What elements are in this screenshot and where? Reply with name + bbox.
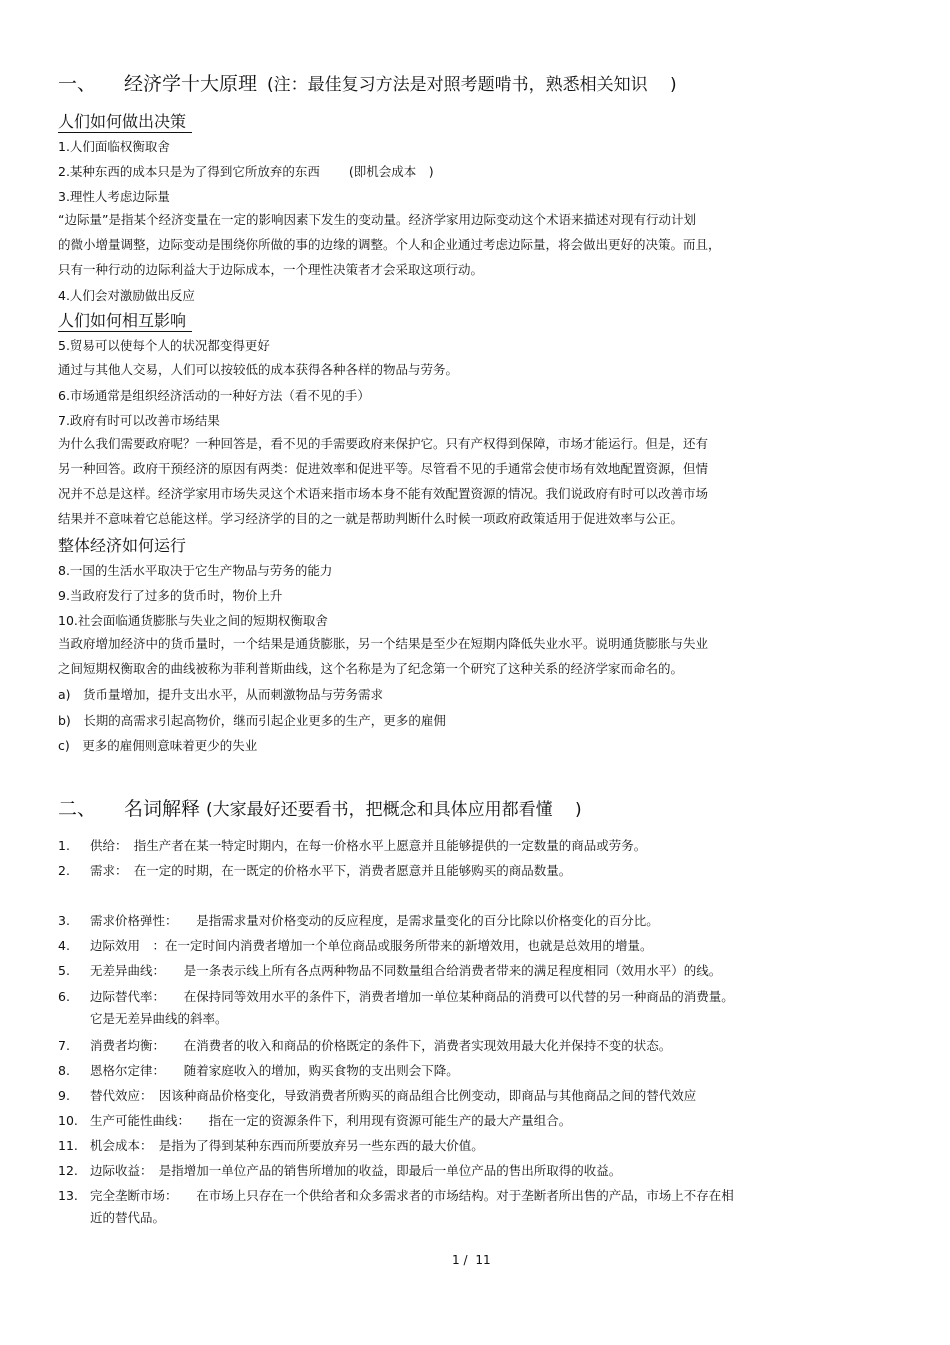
definition-text-continued: 近的替代品。 <box>90 1210 166 1225</box>
paragraph-line: 当政府增加经济中的货币量时，一个结果是通货膨胀，另一个结果是至少在短期内降低失业水平。说明通货膨胀与失业 <box>58 636 709 651</box>
section-1-heading <box>58 72 677 97</box>
paragraph-line: 的微小增量调整，边际变动是围绕你所做的事的边缘的调整。个人和企业通过考虑边际量，将会做出更好的决策。而且， <box>58 237 721 252</box>
definition-text-continued: 它是无差异曲线的斜率。 <box>90 1011 228 1026</box>
section-number: 一、 <box>58 73 97 95</box>
paragraph-line: 另一种回答。政府干预经济的原因有两类：促进效率和促进平等。尽管看不见的手通常会使市场有效地配置资源，但情 <box>58 461 709 476</box>
definition-number: 9. <box>58 1088 70 1103</box>
definition-text: 无差异曲线： 是一条表示线上所有各点两种物品不同数量组合给消费者带来的满足程度相同（效用水平）的线。 <box>90 963 722 978</box>
page-number <box>452 1252 491 1268</box>
paragraph-line: 之间短期权衡取舍的曲线被称为菲利普斯曲线，这个名称是为了纪念第一个研究了这种关系的经济学家而命名的。 <box>58 661 684 676</box>
definition-number: 12. <box>58 1163 78 1178</box>
paragraph-line: “边际量”是指某个经济变量在一定的影响因素下发生的变动量。经济学家用边际变动这个术语来描述对现有行动计划 <box>58 212 696 227</box>
definition-text: 完全垄断市场： 在市场上只存在一个供给者和众多需求者的市场结构。对于垄断者所出售的产品，市场上不存在相 <box>90 1188 734 1203</box>
paragraph-line: 只有一种行动的边际利益大于边际成本，一个理性决策者才会采取这项行动。 <box>58 262 484 277</box>
definition-number: 6. <box>58 989 70 1004</box>
section-note: (大家最好还要看书，把概念和具体应用都看懂 ) <box>206 800 582 820</box>
paragraph-line: 为什么我们需要政府呢？一种回答是，看不见的手需要政府来保护它。只有产权得到保障，市场才能运行。但是，还有 <box>58 436 709 451</box>
definition-text: 恩格尔定律： 随着家庭收入的增加，购买食物的支出则会下降。 <box>90 1063 459 1078</box>
definition-number: 5. <box>58 963 70 978</box>
definition-text: 边际收益： 是指增加一单位产品的销售所增加的收益，即最后一单位产品的售出所取得的收益。 <box>90 1163 622 1178</box>
definition-text: 机会成本： 是指为了得到某种东西而所要放弃另一些东西的最大价值。 <box>90 1138 484 1153</box>
principle-line: 10.社会面临通货膨胀与失业之间的短期权衡取舍 <box>58 613 328 628</box>
definition-text: 边际替代率： 在保持同等效用水平的条件下，消费者增加一单位某种商品的消费可以代替的另一种商品的消费量。 <box>90 989 734 1004</box>
principle-line: 4.人们会对激励做出反应 <box>58 288 195 303</box>
paragraph-line: 通过与其他人交易，人们可以按较低的成本获得各种各样的物品与劳务。 <box>58 362 459 377</box>
definition-text: 替代效应： 因该种商品价格变化，导致消费者所购买的商品组合比例变动，即商品与其他商品之间的替代效应 <box>90 1088 697 1103</box>
definition-number: 1. <box>58 838 70 853</box>
definition-item <box>58 1188 818 1228</box>
list-item: a) 货币量增加，提升支出水平，从而刺激物品与劳务需求 <box>58 687 384 702</box>
subheading-economy <box>58 536 186 556</box>
subheading-text: 整体经济如何运行 <box>58 536 187 555</box>
subheading-decisions <box>58 112 192 133</box>
definition-text: 需求价格弹性： 是指需求量对价格变动的反应程度，是需求量变化的百分比除以价格变化的百分比。 <box>90 913 659 928</box>
total-pages: 11 <box>475 1253 491 1267</box>
definition-text: 生产可能性曲线： 指在一定的资源条件下，利用现有资源可能生产的最大产量组合。 <box>90 1113 572 1128</box>
definition-text: 消费者均衡： 在消费者的收入和商品的价格既定的条件下，消费者实现效用最大化并保持不变的状态。 <box>90 1038 672 1053</box>
definition-text: 需求： 在一定的时期，在一既定的价格水平下，消费者愿意并且能够购买的商品数量。 <box>90 863 572 878</box>
definition-number: 3. <box>58 913 70 928</box>
definition-text: 边际效用 ：在一定时间内消费者增加一个单位商品或服务所带来的新增效用，也就是总效用的增量。 <box>90 938 653 953</box>
section-2-heading <box>58 797 582 822</box>
definition-number: 7. <box>58 1038 70 1053</box>
section-note: (注：最佳复习方法是对照考题啃书，熟悉相关知识 ) <box>267 75 677 95</box>
definition-number: 8. <box>58 1063 70 1078</box>
principle-line: 2.某种东西的成本只是为了得到它所放弃的东西 (即机会成本 ) <box>58 164 434 179</box>
section-number: 二、 <box>58 798 97 820</box>
section-title: 名词解释 <box>124 798 201 820</box>
principle-line: 5.贸易可以使每个人的状况都变得更好 <box>58 338 270 353</box>
principle-line: 9.当政府发行了过多的货币时，物价上升 <box>58 588 283 603</box>
subheading-interactions <box>58 311 192 332</box>
definition-number: 10. <box>58 1113 78 1128</box>
definition-number: 4. <box>58 938 70 953</box>
page-separator: / <box>463 1253 468 1267</box>
subheading-text: 人们如何做出决策 <box>58 112 192 133</box>
principle-line: 8.一国的生活水平取决于它生产物品与劳务的能力 <box>58 563 333 578</box>
principle-line: 1.人们面临权衡取舍 <box>58 139 170 154</box>
definition-item <box>58 989 818 1029</box>
principle-line: 3.理性人考虑边际量 <box>58 189 170 204</box>
subheading-text: 人们如何相互影响 <box>58 311 192 332</box>
section-title: 经济学十大原理 <box>124 73 258 95</box>
definition-number: 11. <box>58 1138 78 1153</box>
definition-text: 供给： 指生产者在某一特定时期内，在每一价格水平上愿意并且能够提供的一定数量的商品或劳务。 <box>90 838 647 853</box>
principle-line: 6.市场通常是组织经济活动的一种好方法（看不见的手） <box>58 388 370 403</box>
definition-number: 2. <box>58 863 70 878</box>
current-page: 1 <box>452 1253 460 1267</box>
paragraph-line: 结果并不意味着它总能这样。学习经济学的目的之一就是帮助判断什么时候一项政府政策适用于促进效率与公正。 <box>58 511 684 526</box>
list-item: c) 更多的雇佣则意味着更少的失业 <box>58 738 258 753</box>
principle-line: 7.政府有时可以改善市场结果 <box>58 413 220 428</box>
paragraph-line: 况并不总是这样。经济学家用市场失灵这个术语来指市场本身不能有效配置资源的情况。我们说政府有时可以改善市场 <box>58 486 709 501</box>
definition-number: 13. <box>58 1188 78 1203</box>
list-item: b) 长期的高需求引起高物价，继而引起企业更多的生产，更多的雇佣 <box>58 713 446 728</box>
